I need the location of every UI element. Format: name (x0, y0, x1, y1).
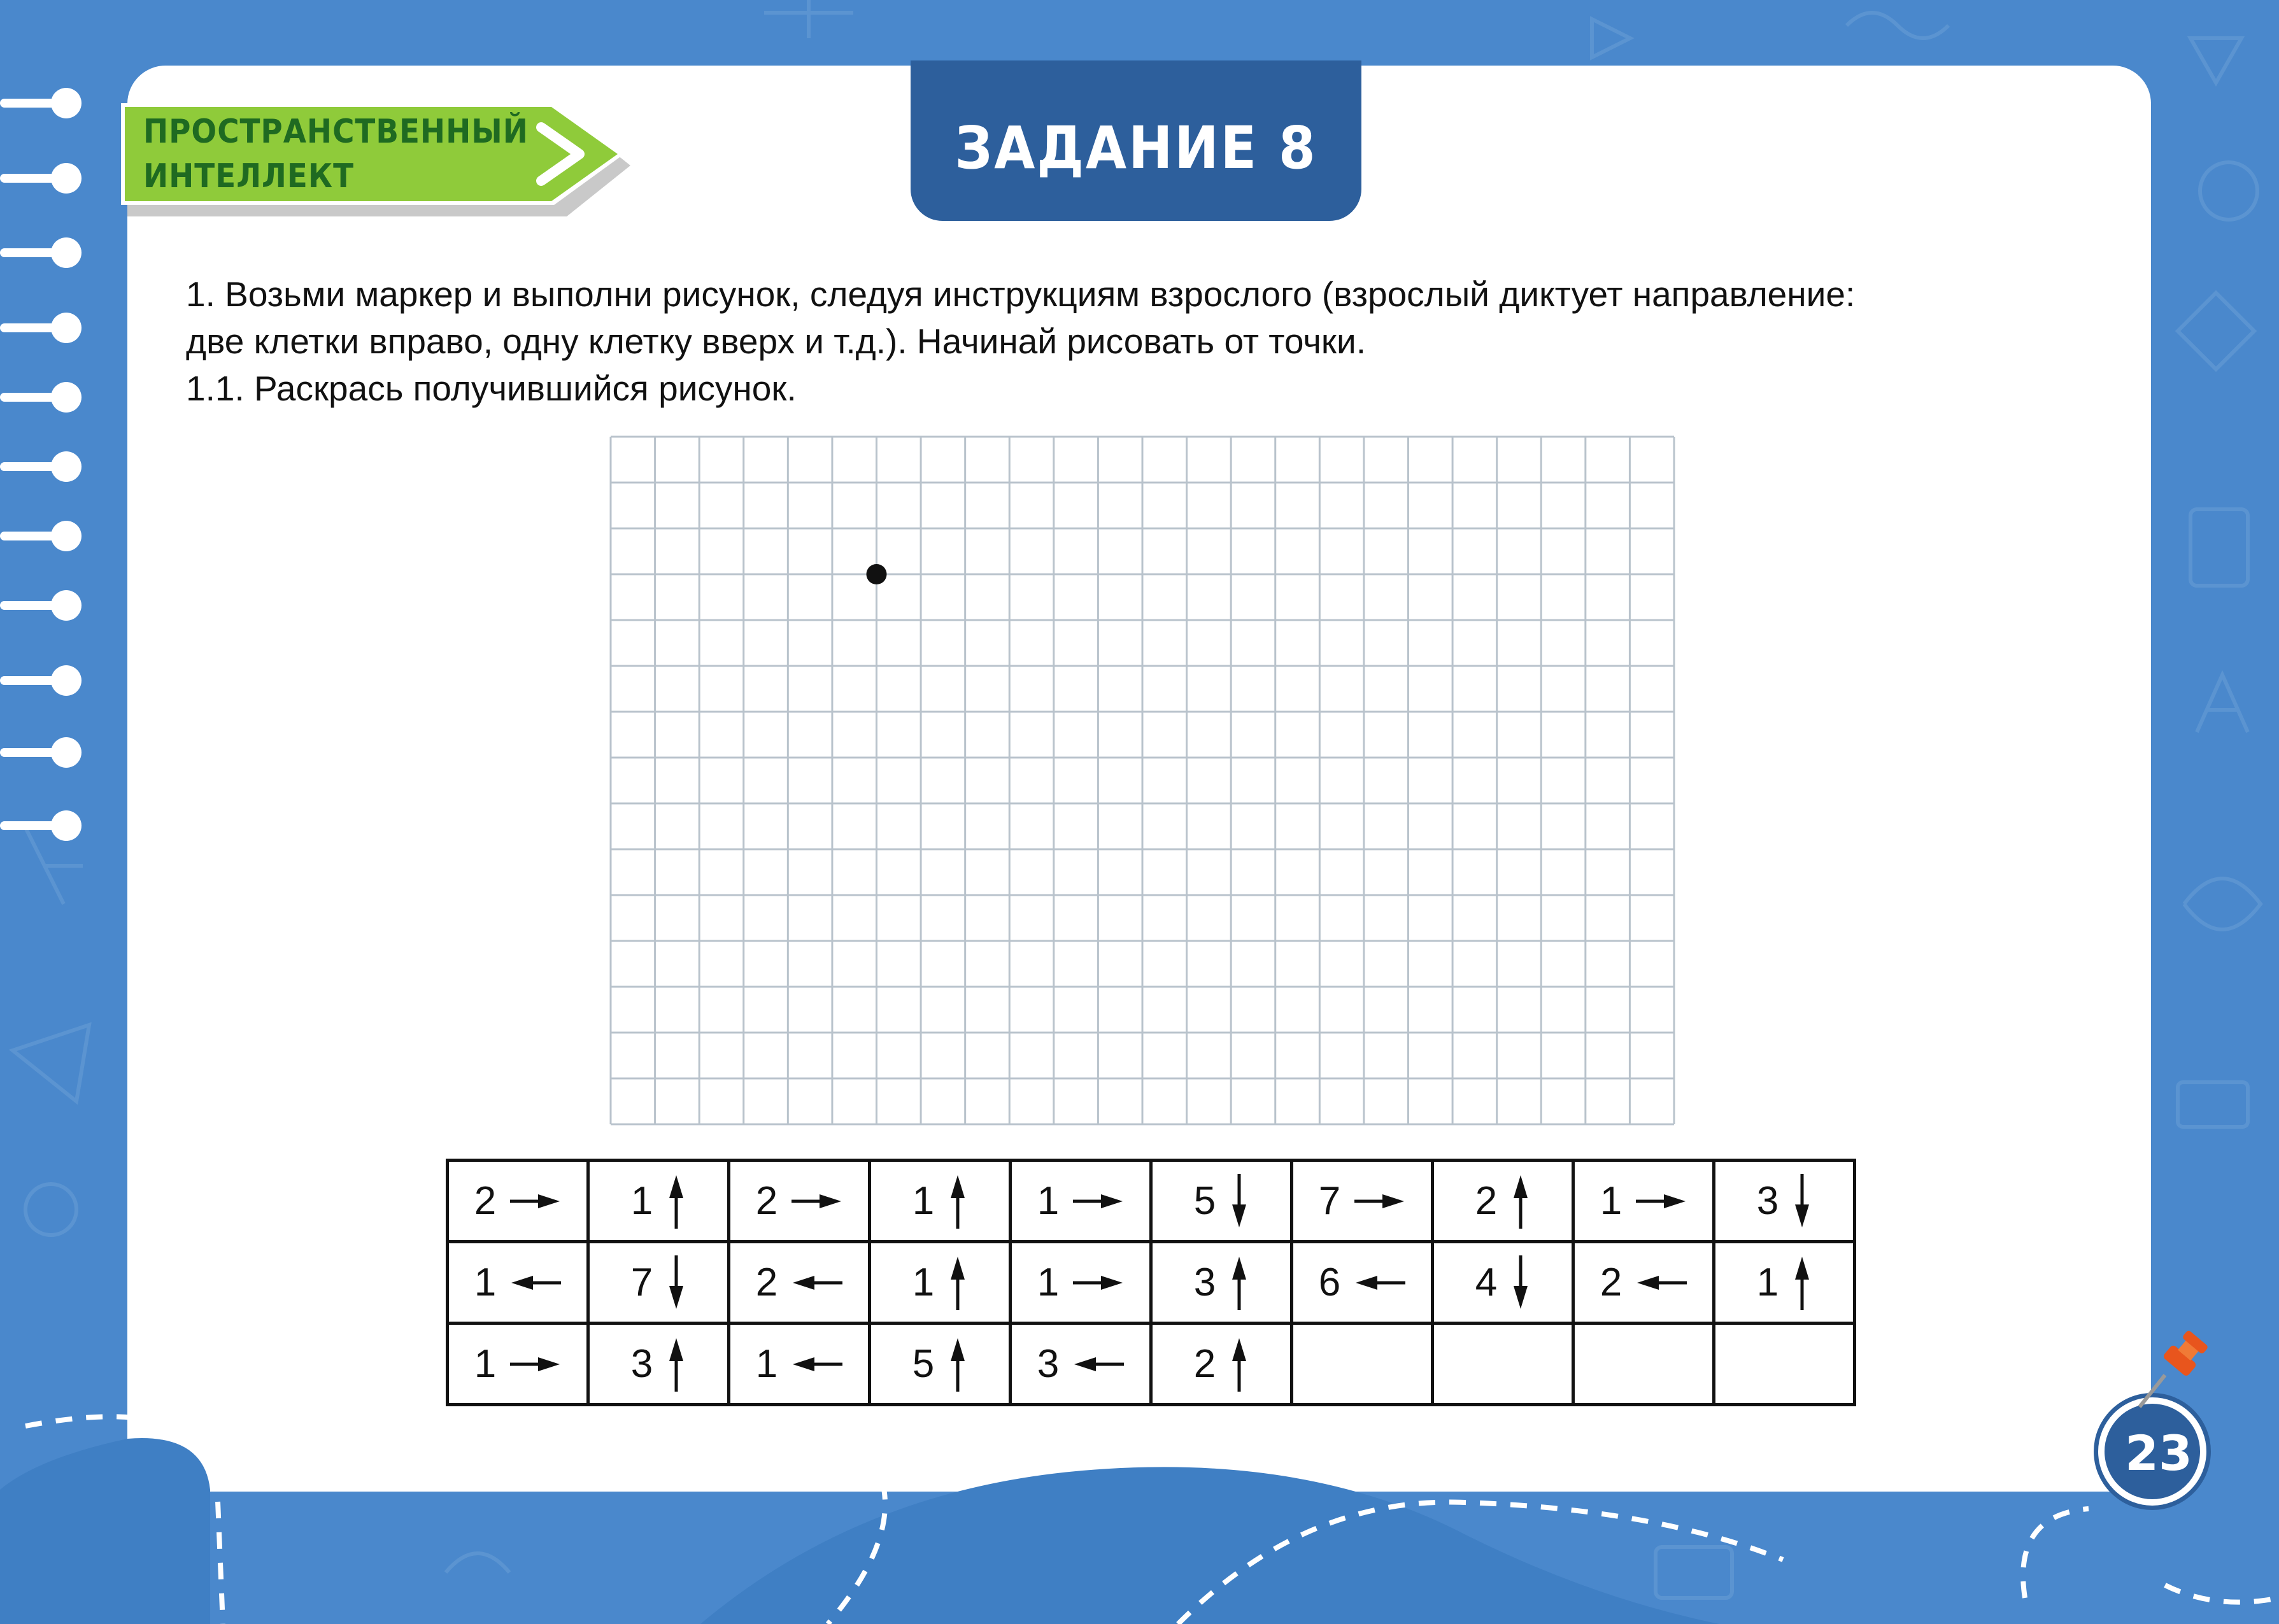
step-count: 2 (1600, 1260, 1622, 1304)
direction-step (1475, 1174, 1530, 1229)
instruction-line-3: 1.1. Раскрась получившийся рисунок. (186, 369, 797, 408)
direction-cell (729, 1161, 870, 1242)
category-label (143, 109, 529, 199)
ring-hole (51, 810, 82, 841)
direction-cell (1573, 1242, 1714, 1324)
direction-step (1475, 1255, 1530, 1310)
direction-cell (1573, 1161, 1714, 1242)
ring-hole (51, 163, 82, 194)
ring-hole (51, 313, 82, 343)
direction-cell (588, 1242, 729, 1324)
direction-step (756, 1178, 842, 1224)
start-point (867, 564, 887, 584)
direction-cell (1714, 1161, 1855, 1242)
step-count: 1 (474, 1260, 497, 1304)
step-count: 2 (755, 1260, 778, 1304)
direction-step (631, 1174, 686, 1229)
arrow-left-icon (510, 1273, 561, 1292)
direction-cell (1151, 1161, 1292, 1242)
arrow-up-icon (948, 1255, 967, 1310)
arrow-down-icon (1793, 1174, 1812, 1229)
arrow-down-icon (1511, 1255, 1530, 1310)
step-count: 1 (630, 1179, 653, 1223)
step-count: 2 (1193, 1342, 1216, 1386)
direction-step (1194, 1174, 1249, 1229)
arrow-left-icon (1636, 1273, 1687, 1292)
direction-step (1319, 1178, 1405, 1224)
step-count: 7 (630, 1260, 653, 1304)
direction-cell (1292, 1242, 1433, 1324)
direction-step (1757, 1255, 1812, 1310)
step-count: 3 (1193, 1260, 1216, 1304)
step-count: 1 (1600, 1179, 1622, 1223)
step-count: 3 (630, 1342, 653, 1386)
ring-hole (51, 382, 82, 413)
category-line-1: ПРОСТРАНСТВЕННЫЙ (143, 113, 529, 151)
direction-cell (1151, 1242, 1292, 1324)
category-line-2: ИНТЕЛЛЕКТ (143, 157, 355, 195)
step-count: 2 (1475, 1179, 1498, 1223)
arrow-up-icon (1793, 1255, 1812, 1310)
step-count: 1 (474, 1342, 497, 1386)
step-count: 3 (1756, 1179, 1779, 1223)
arrow-down-icon (667, 1255, 686, 1310)
task-header-tab (911, 60, 1361, 221)
arrow-down-icon (1230, 1174, 1249, 1229)
direction-step (1037, 1178, 1124, 1224)
direction-step (474, 1178, 561, 1224)
push-pin-icon (2120, 1324, 2216, 1420)
step-count: 2 (474, 1179, 497, 1223)
step-count: 1 (1756, 1260, 1779, 1304)
ring-hole (51, 665, 82, 696)
direction-cell (588, 1161, 729, 1242)
step-count: 5 (1193, 1179, 1216, 1223)
direction-cell (448, 1161, 588, 1242)
task-title: ЗАДАНИЕ 8 (955, 114, 1317, 182)
arrow-right-icon (1636, 1192, 1687, 1211)
page-number: 23 (2125, 1425, 2192, 1481)
direction-step (756, 1260, 842, 1305)
ring-hole (51, 590, 82, 621)
ring-hole (51, 451, 82, 482)
arrow-left-icon (792, 1273, 842, 1292)
instructions (186, 271, 2134, 412)
directions-row (448, 1242, 1855, 1324)
direction-step (1194, 1255, 1249, 1310)
direction-step (1319, 1260, 1405, 1305)
direction-cell (870, 1242, 1011, 1324)
direction-cell (1714, 1242, 1855, 1324)
arrow-up-icon (1230, 1255, 1249, 1310)
instruction-line-1: 1. Возьми маркер и выполни рисунок, следуя инструкциям взрослого (взрослый диктует направление: (186, 274, 1856, 314)
direction-cell (870, 1161, 1011, 1242)
arrow-up-icon (1511, 1174, 1530, 1229)
step-count: 1 (755, 1342, 778, 1386)
step-count: 5 (912, 1342, 935, 1386)
step-count: 3 (1037, 1342, 1060, 1386)
direction-step (1757, 1174, 1812, 1229)
arrow-right-icon (1073, 1273, 1124, 1292)
arrow-up-icon (667, 1174, 686, 1229)
direction-step (912, 1255, 967, 1310)
ring-hole (51, 521, 82, 551)
direction-step (912, 1174, 967, 1229)
instruction-line-2: две клетки вправо, одну клетку вверх и т.д.). Начинай рисовать от точки. (186, 321, 1366, 361)
step-count: 1 (1037, 1260, 1060, 1304)
ring-hole (51, 737, 82, 768)
directions-row (448, 1161, 1855, 1242)
ring-hole (51, 88, 82, 118)
arrow-right-icon (1354, 1192, 1405, 1211)
arrow-up-icon (948, 1174, 967, 1229)
step-count: 4 (1475, 1260, 1498, 1304)
direction-step (1037, 1260, 1124, 1305)
bottom-decoration (0, 1369, 2279, 1624)
step-count: 1 (912, 1260, 935, 1304)
direction-step (1600, 1178, 1687, 1224)
category-badge (121, 95, 643, 223)
arrow-left-icon (1354, 1273, 1405, 1292)
step-count: 6 (1318, 1260, 1341, 1304)
ring-hole (51, 237, 82, 268)
direction-cell (729, 1242, 870, 1324)
direction-cell (448, 1242, 588, 1324)
direction-cell (1011, 1242, 1151, 1324)
direction-cell (1433, 1242, 1573, 1324)
direction-step (1600, 1260, 1687, 1305)
direction-step (631, 1255, 686, 1310)
drawing-grid[interactable] (609, 435, 1676, 1126)
step-count: 1 (1037, 1179, 1060, 1223)
arrow-right-icon (1073, 1192, 1124, 1211)
arrow-right-icon (510, 1192, 561, 1211)
arrow-right-icon (792, 1192, 842, 1211)
direction-cell (1292, 1161, 1433, 1242)
direction-cell (1433, 1161, 1573, 1242)
direction-step (474, 1260, 561, 1305)
step-count: 1 (912, 1179, 935, 1223)
step-count: 7 (1318, 1179, 1341, 1223)
step-count: 2 (755, 1179, 778, 1223)
direction-cell (1011, 1161, 1151, 1242)
